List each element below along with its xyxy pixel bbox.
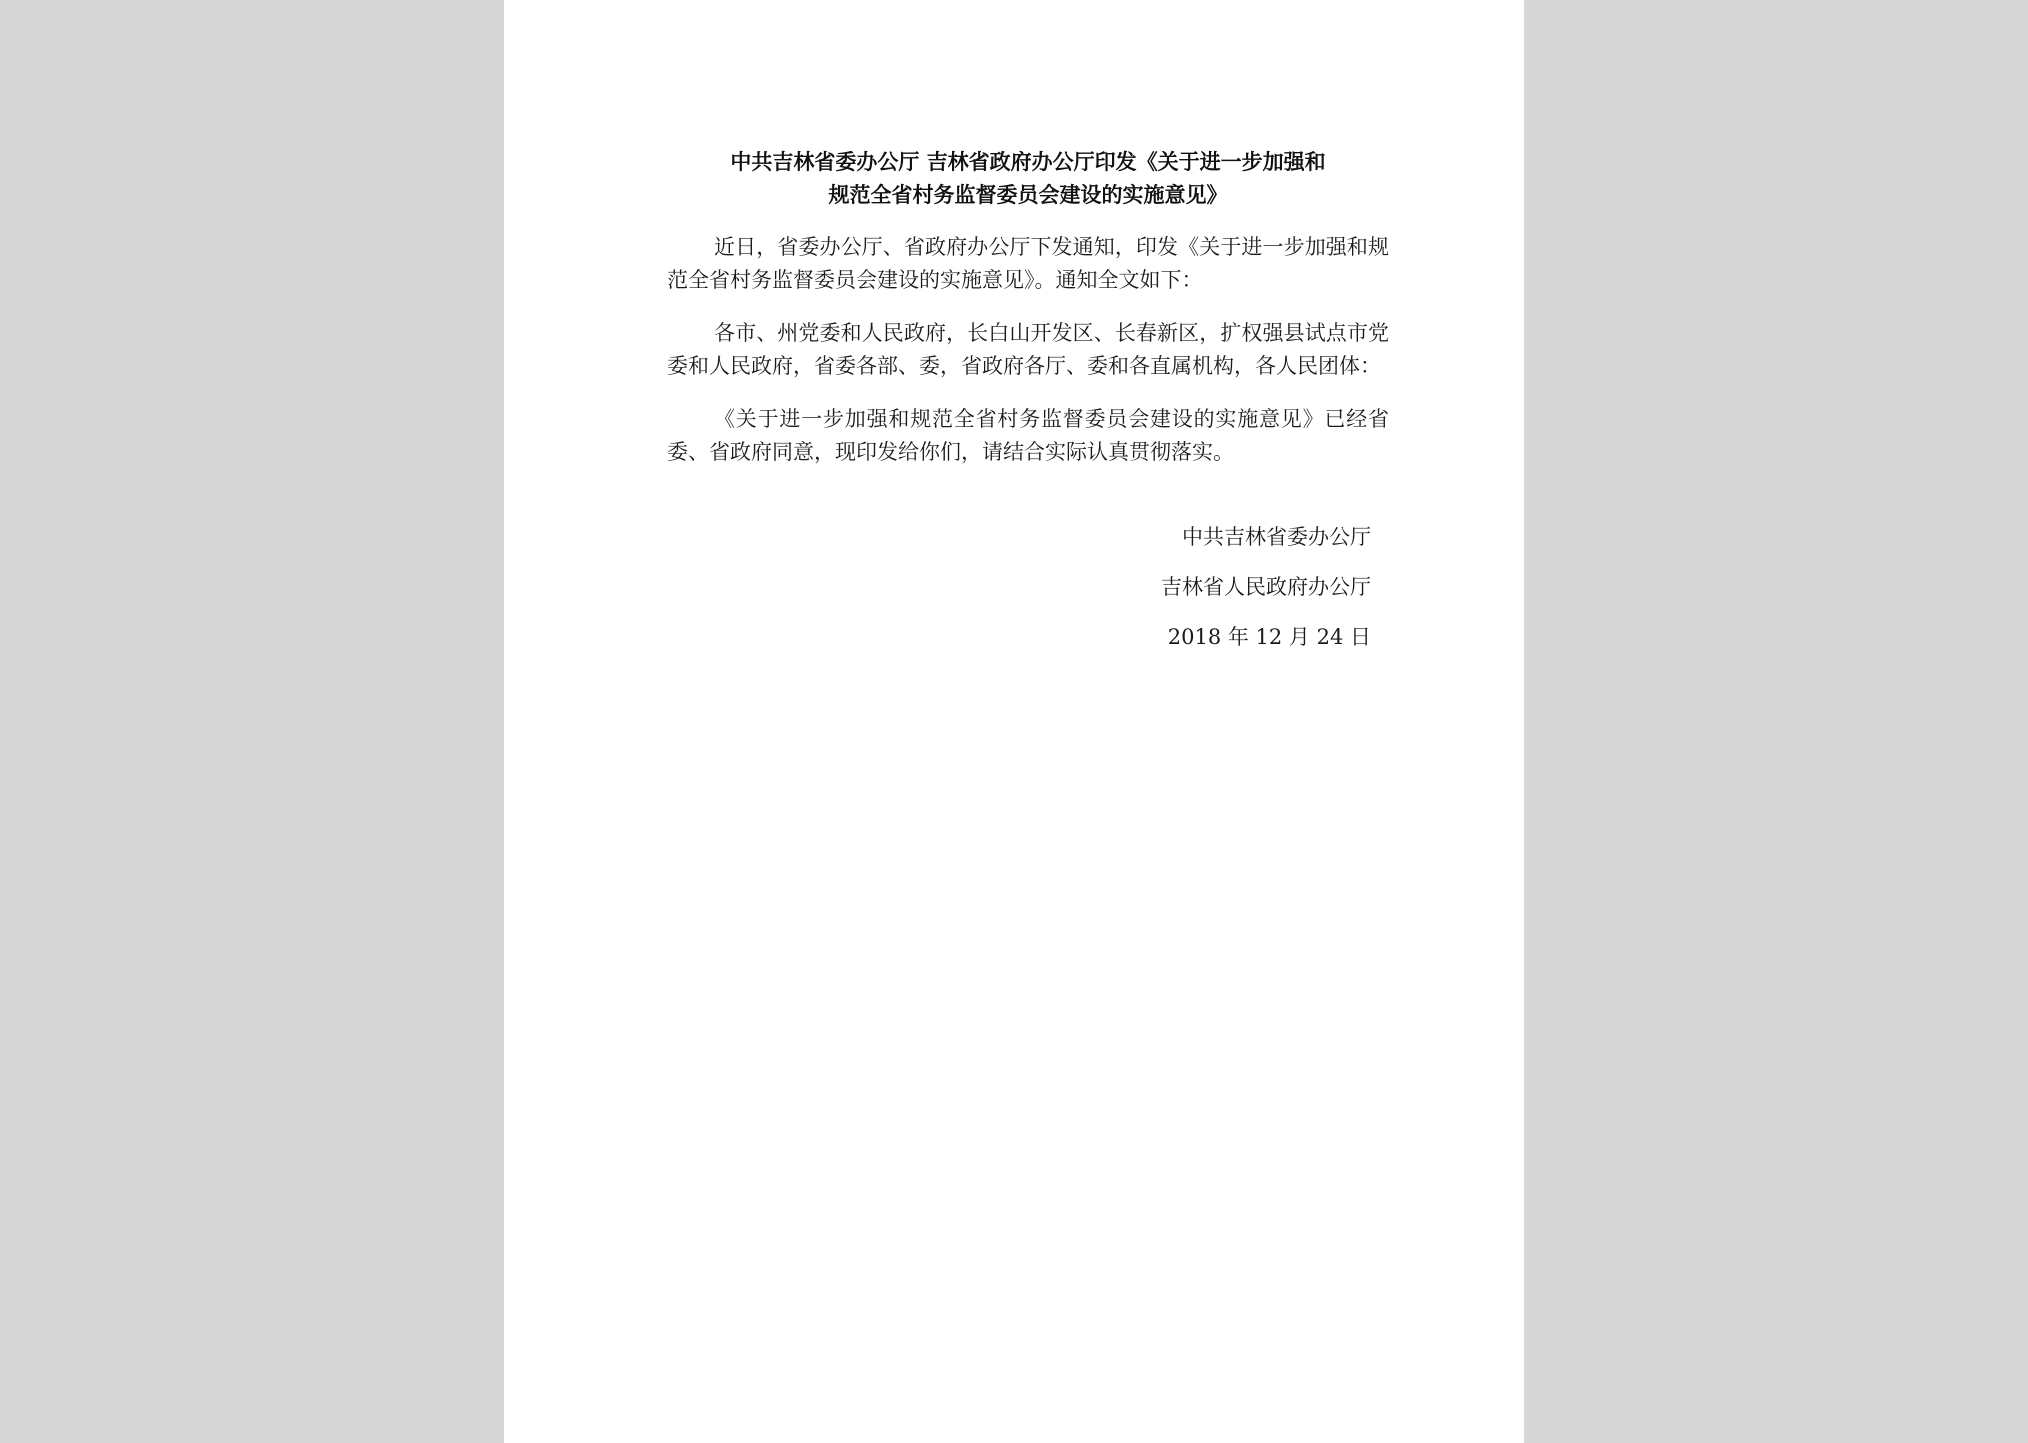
document-page	[504, 0, 1524, 1443]
title-line-2: 规范全省村务监督委员会建设的实施意见》	[828, 183, 1228, 207]
page-content	[667, 146, 1389, 654]
paragraph-body: 《关于进一步加强和规范全省村务监督委员会建设的实施意见》已经省委、省政府同意，现印发给你们，请结合实际认真贯彻落实。	[667, 407, 1389, 464]
title-line-1: 中共吉林省委办公厅 吉林省政府办公厅印发《关于进一步加强和	[730, 150, 1326, 174]
signature-issuer-2: 吉林省人民政府办公厅	[1161, 575, 1371, 599]
signature-block	[667, 521, 1389, 654]
signature-issuer-1: 中共吉林省委办公厅	[1182, 525, 1371, 549]
paragraph-intro: 近日，省委办公厅、省政府办公厅下发通知，印发《关于进一步加强和规范全省村务监督委员会建设的实施意见》。通知全文如下：	[667, 235, 1389, 292]
document-title	[667, 146, 1389, 212]
signature-date: 2018 年 12 月 24 日	[1167, 625, 1371, 649]
paragraph-recipients: 各市、州党委和人民政府，长白山开发区、长春新区，扩权强县试点市党委和人民政府，省委各部、委，省政府各厅、委和各直属机构，各人民团体：	[667, 321, 1389, 378]
